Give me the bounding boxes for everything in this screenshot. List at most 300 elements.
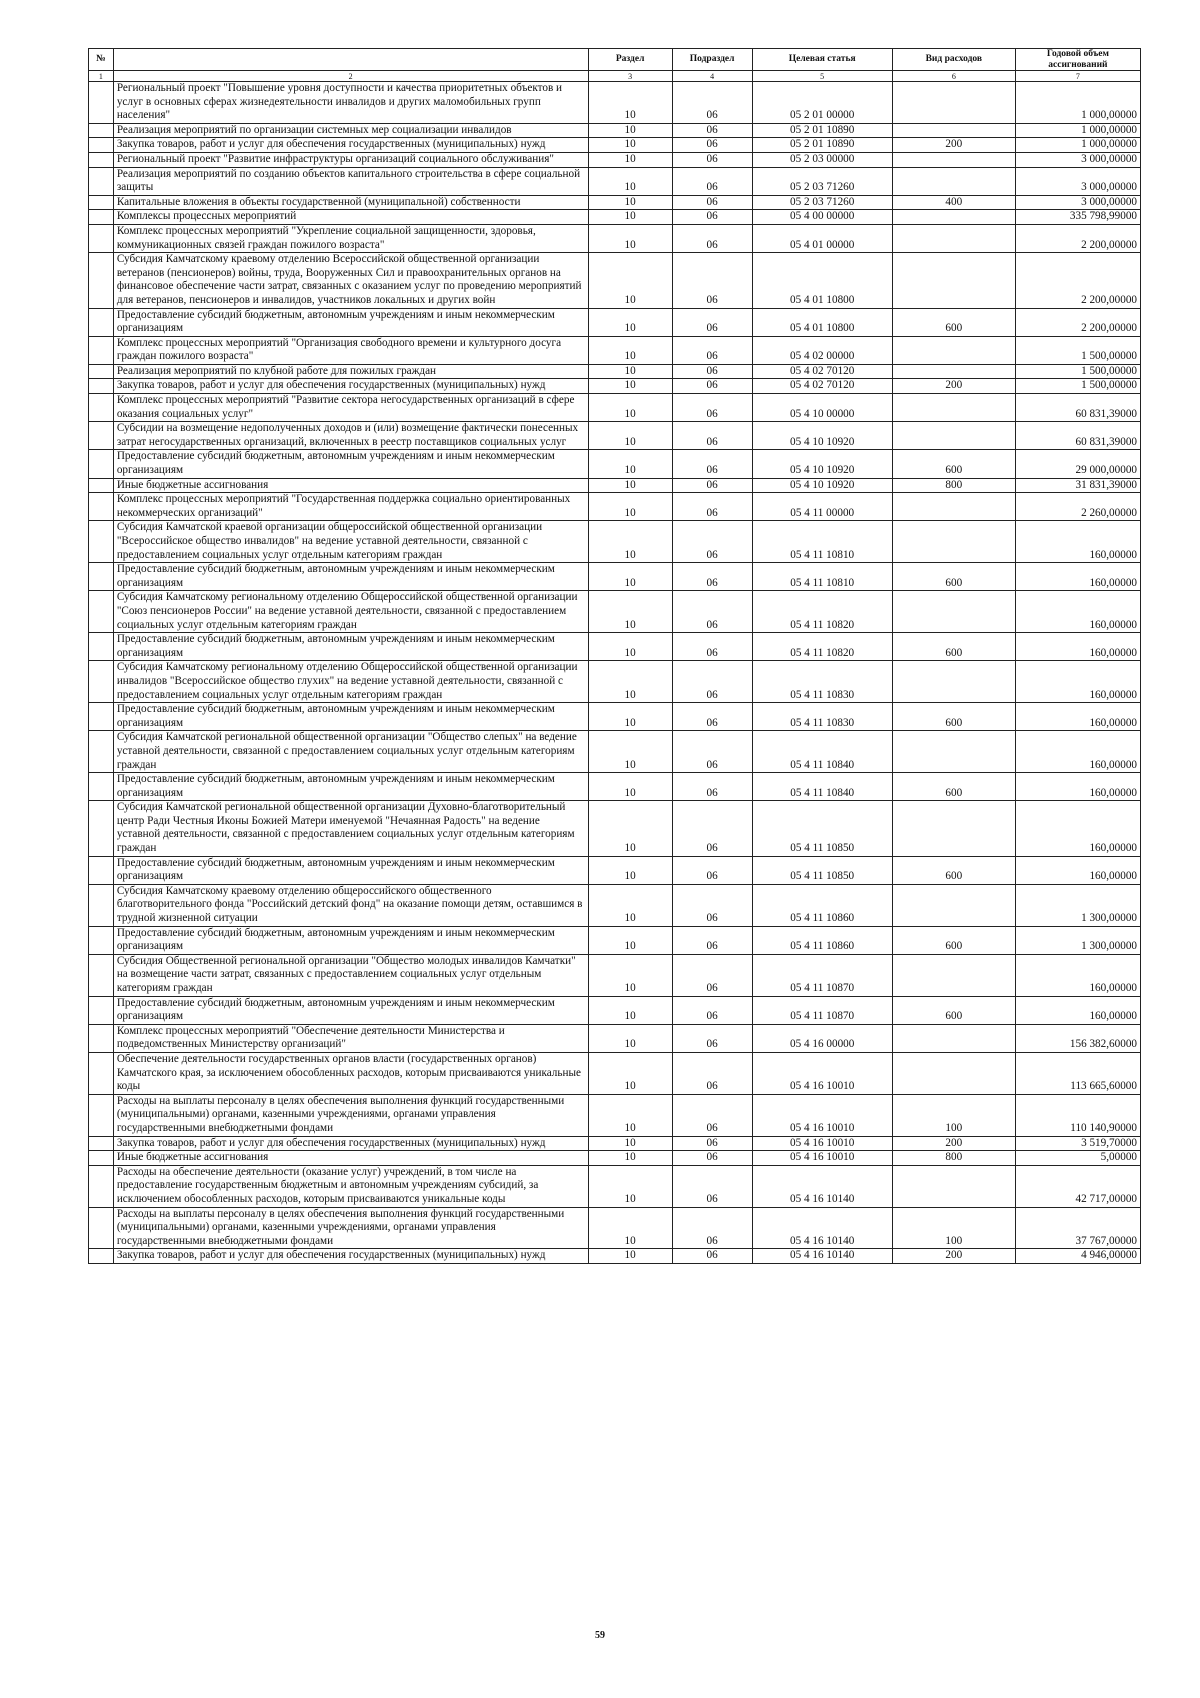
subsection-cell: 06 bbox=[672, 478, 752, 493]
header-no: № bbox=[89, 49, 114, 71]
target-article-cell: 05 4 02 70120 bbox=[752, 364, 892, 379]
item-name-cell: Предоставление субсидий бюджетным, автономным учреждениям и иным некоммерческим организациям bbox=[113, 996, 588, 1024]
table-row bbox=[89, 364, 1141, 379]
subsection-cell: 06 bbox=[672, 422, 752, 450]
table-row bbox=[89, 152, 1141, 167]
item-name-cell: Закупка товаров, работ и услуг для обеспечения государственных (муниципальных) нужд bbox=[113, 379, 588, 394]
row-number-cell bbox=[89, 478, 114, 493]
subsection-cell: 06 bbox=[672, 884, 752, 926]
amount-cell: 160,00000 bbox=[1015, 591, 1140, 633]
table-row bbox=[89, 773, 1141, 801]
item-name-cell: Реализация мероприятий по организации системных мер социализации инвалидов bbox=[113, 123, 588, 138]
target-article-cell: 05 4 11 10840 bbox=[752, 773, 892, 801]
expense-type-cell bbox=[892, 394, 1015, 422]
item-name-cell: Субсидия Камчатскому региональному отделению Общероссийской общественной организации "Союз пенсионеров России" на ведение уставной деятельности, связанной с предоставлением социальных услуг отдельным категориям граждан bbox=[113, 591, 588, 633]
item-name-cell: Расходы на выплаты персоналу в целях обеспечения выполнения функций государственными (муниципальными) органами, казенными учреждениями, органами управления государственными внебюджетными фондами bbox=[113, 1207, 588, 1249]
table-row bbox=[89, 801, 1141, 856]
row-number-cell bbox=[89, 1024, 114, 1052]
expense-type-cell: 200 bbox=[892, 1249, 1015, 1264]
section-cell: 10 bbox=[588, 926, 672, 954]
target-article-cell: 05 4 11 00000 bbox=[752, 493, 892, 521]
item-name-cell: Закупка товаров, работ и услуг для обеспечения государственных (муниципальных) нужд bbox=[113, 1249, 588, 1264]
table-header-row bbox=[89, 49, 1141, 71]
amount-cell: 113 665,60000 bbox=[1015, 1052, 1140, 1094]
expense-type-cell bbox=[892, 224, 1015, 252]
row-number-cell bbox=[89, 954, 114, 996]
table-row bbox=[89, 591, 1141, 633]
column-number: 7 bbox=[1015, 71, 1140, 82]
subsection-cell: 06 bbox=[672, 1052, 752, 1094]
row-number-cell bbox=[89, 633, 114, 661]
item-name-cell: Реализация мероприятий по созданию объектов капитального строительства в сфере социальной защиты bbox=[113, 167, 588, 195]
subsection-cell: 06 bbox=[672, 1024, 752, 1052]
item-name-cell: Иные бюджетные ассигнования bbox=[113, 478, 588, 493]
target-article-cell: 05 4 16 10010 bbox=[752, 1094, 892, 1136]
table-row bbox=[89, 954, 1141, 996]
column-number-row bbox=[89, 71, 1141, 82]
amount-cell: 156 382,60000 bbox=[1015, 1024, 1140, 1052]
expense-type-cell: 600 bbox=[892, 450, 1015, 478]
table-row bbox=[89, 308, 1141, 336]
item-name-cell: Расходы на обеспечение деятельности (оказание услуг) учреждений, в том числе на предоставление государственным бюджетным и автономным учреждениям субсидий, за исключением обособленных расходов, которым присваиваются уникальные коды bbox=[113, 1165, 588, 1207]
expense-type-cell bbox=[892, 884, 1015, 926]
target-article-cell: 05 4 11 10850 bbox=[752, 856, 892, 884]
expense-type-cell bbox=[892, 422, 1015, 450]
target-article-cell: 05 4 11 10870 bbox=[752, 996, 892, 1024]
expense-type-cell bbox=[892, 253, 1015, 308]
target-article-cell: 05 4 11 10850 bbox=[752, 801, 892, 856]
table-row bbox=[89, 703, 1141, 731]
table-row bbox=[89, 450, 1141, 478]
item-name-cell: Обеспечение деятельности государственных органов власти (государственных органов) Камчатского края, за исключением обособленных расходов, которым присваиваются уникальные коды bbox=[113, 1052, 588, 1094]
subsection-cell: 06 bbox=[672, 308, 752, 336]
subsection-cell: 06 bbox=[672, 138, 752, 153]
target-article-cell: 05 4 16 10010 bbox=[752, 1136, 892, 1151]
row-number-cell bbox=[89, 336, 114, 364]
table-row bbox=[89, 394, 1141, 422]
subsection-cell: 06 bbox=[672, 123, 752, 138]
row-number-cell bbox=[89, 308, 114, 336]
expense-type-cell: 600 bbox=[892, 926, 1015, 954]
table-row bbox=[89, 521, 1141, 563]
row-number-cell bbox=[89, 394, 114, 422]
amount-cell: 37 767,00000 bbox=[1015, 1207, 1140, 1249]
amount-cell: 2 260,00000 bbox=[1015, 493, 1140, 521]
expense-type-cell: 200 bbox=[892, 1136, 1015, 1151]
target-article-cell: 05 4 11 10820 bbox=[752, 633, 892, 661]
item-name-cell: Предоставление субсидий бюджетным, автономным учреждениям и иным некоммерческим организациям bbox=[113, 773, 588, 801]
target-article-cell: 05 4 11 10810 bbox=[752, 521, 892, 563]
amount-cell: 160,00000 bbox=[1015, 731, 1140, 773]
section-cell: 10 bbox=[588, 801, 672, 856]
table-row bbox=[89, 996, 1141, 1024]
item-name-cell: Предоставление субсидий бюджетным, автономным учреждениям и иным некоммерческим организациям bbox=[113, 308, 588, 336]
section-cell: 10 bbox=[588, 563, 672, 591]
expense-type-cell: 600 bbox=[892, 633, 1015, 661]
section-cell: 10 bbox=[588, 773, 672, 801]
section-cell: 10 bbox=[588, 224, 672, 252]
target-article-cell: 05 4 10 00000 bbox=[752, 394, 892, 422]
table-row bbox=[89, 1024, 1141, 1052]
amount-cell: 160,00000 bbox=[1015, 563, 1140, 591]
amount-cell: 160,00000 bbox=[1015, 856, 1140, 884]
row-number-cell bbox=[89, 138, 114, 153]
row-number-cell bbox=[89, 856, 114, 884]
table-row bbox=[89, 422, 1141, 450]
row-number-cell bbox=[89, 123, 114, 138]
subsection-cell: 06 bbox=[672, 493, 752, 521]
expense-type-cell bbox=[892, 1024, 1015, 1052]
amount-cell: 160,00000 bbox=[1015, 996, 1140, 1024]
table-row bbox=[89, 253, 1141, 308]
amount-cell: 60 831,39000 bbox=[1015, 422, 1140, 450]
row-number-cell bbox=[89, 82, 114, 124]
item-name-cell: Комплекс процессных мероприятий "Укрепление социальной защищенности, здоровья, коммуникационных связей граждан пожилого возраста" bbox=[113, 224, 588, 252]
table-row bbox=[89, 1249, 1141, 1264]
subsection-cell: 06 bbox=[672, 954, 752, 996]
target-article-cell: 05 4 11 10820 bbox=[752, 591, 892, 633]
subsection-cell: 06 bbox=[672, 1151, 752, 1166]
target-article-cell: 05 2 03 71260 bbox=[752, 195, 892, 210]
section-cell: 10 bbox=[588, 1249, 672, 1264]
target-article-cell: 05 2 01 00000 bbox=[752, 82, 892, 124]
expense-type-cell bbox=[892, 521, 1015, 563]
row-number-cell bbox=[89, 773, 114, 801]
amount-cell: 1 500,00000 bbox=[1015, 336, 1140, 364]
section-cell: 10 bbox=[588, 954, 672, 996]
subsection-cell: 06 bbox=[672, 450, 752, 478]
target-article-cell: 05 4 11 10810 bbox=[752, 563, 892, 591]
column-number: 4 bbox=[672, 71, 752, 82]
item-name-cell: Комплекс процессных мероприятий "Обеспечение деятельности Министерства и подведомственных Министерству организаций" bbox=[113, 1024, 588, 1052]
expense-type-cell bbox=[892, 1165, 1015, 1207]
subsection-cell: 06 bbox=[672, 224, 752, 252]
expense-type-cell: 600 bbox=[892, 856, 1015, 884]
target-article-cell: 05 4 01 00000 bbox=[752, 224, 892, 252]
section-cell: 10 bbox=[588, 1136, 672, 1151]
header-name bbox=[113, 49, 588, 71]
row-number-cell bbox=[89, 731, 114, 773]
table-row bbox=[89, 1094, 1141, 1136]
amount-cell: 60 831,39000 bbox=[1015, 394, 1140, 422]
subsection-cell: 06 bbox=[672, 167, 752, 195]
amount-cell: 31 831,39000 bbox=[1015, 478, 1140, 493]
amount-cell: 3 000,00000 bbox=[1015, 195, 1140, 210]
section-cell: 10 bbox=[588, 591, 672, 633]
item-name-cell: Комплекс процессных мероприятий "Организация свободного времени и культурного досуга граждан пожилого возраста" bbox=[113, 336, 588, 364]
target-article-cell: 05 4 11 10830 bbox=[752, 661, 892, 703]
amount-cell: 160,00000 bbox=[1015, 801, 1140, 856]
subsection-cell: 06 bbox=[672, 1207, 752, 1249]
subsection-cell: 06 bbox=[672, 773, 752, 801]
table-row bbox=[89, 195, 1141, 210]
amount-cell: 1 000,00000 bbox=[1015, 138, 1140, 153]
amount-cell: 1 300,00000 bbox=[1015, 884, 1140, 926]
item-name-cell: Предоставление субсидий бюджетным, автономным учреждениям и иным некоммерческим организациям bbox=[113, 703, 588, 731]
subsection-cell: 06 bbox=[672, 379, 752, 394]
target-article-cell: 05 4 16 10140 bbox=[752, 1165, 892, 1207]
row-number-cell bbox=[89, 1136, 114, 1151]
subsection-cell: 06 bbox=[672, 364, 752, 379]
target-article-cell: 05 4 11 10870 bbox=[752, 954, 892, 996]
item-name-cell: Предоставление субсидий бюджетным, автономным учреждениям и иным некоммерческим организациям bbox=[113, 856, 588, 884]
item-name-cell: Предоставление субсидий бюджетным, автономным учреждениям и иным некоммерческим организациям bbox=[113, 563, 588, 591]
expense-type-cell bbox=[892, 731, 1015, 773]
target-article-cell: 05 4 16 10010 bbox=[752, 1052, 892, 1094]
column-number: 2 bbox=[113, 71, 588, 82]
expense-type-cell: 600 bbox=[892, 308, 1015, 336]
expense-type-cell: 100 bbox=[892, 1207, 1015, 1249]
column-number: 1 bbox=[89, 71, 114, 82]
section-cell: 10 bbox=[588, 1151, 672, 1166]
subsection-cell: 06 bbox=[672, 521, 752, 563]
item-name-cell: Субсидия Камчатской краевой организации общероссийской общественной организации "Всероссийское общество инвалидов" на ведение уставной деятельности, связанной с предоставлением социальных услуг отдельным категориям граждан bbox=[113, 521, 588, 563]
expense-type-cell bbox=[892, 167, 1015, 195]
expense-type-cell: 800 bbox=[892, 1151, 1015, 1166]
subsection-cell: 06 bbox=[672, 152, 752, 167]
target-article-cell: 05 4 16 10140 bbox=[752, 1207, 892, 1249]
expense-type-cell bbox=[892, 152, 1015, 167]
row-number-cell bbox=[89, 521, 114, 563]
section-cell: 10 bbox=[588, 1165, 672, 1207]
item-name-cell: Закупка товаров, работ и услуг для обеспечения государственных (муниципальных) нужд bbox=[113, 138, 588, 153]
section-cell: 10 bbox=[588, 82, 672, 124]
section-cell: 10 bbox=[588, 394, 672, 422]
column-number: 3 bbox=[588, 71, 672, 82]
target-article-cell: 05 4 16 10010 bbox=[752, 1151, 892, 1166]
target-article-cell: 05 4 00 00000 bbox=[752, 210, 892, 225]
amount-cell: 5,00000 bbox=[1015, 1151, 1140, 1166]
header-section: Раздел bbox=[588, 49, 672, 71]
expense-type-cell bbox=[892, 954, 1015, 996]
target-article-cell: 05 4 10 10920 bbox=[752, 422, 892, 450]
row-number-cell bbox=[89, 253, 114, 308]
amount-cell: 1 500,00000 bbox=[1015, 364, 1140, 379]
section-cell: 10 bbox=[588, 308, 672, 336]
row-number-cell bbox=[89, 1165, 114, 1207]
header-amount: Годовой объем ассигнований bbox=[1015, 49, 1140, 71]
item-name-cell: Предоставление субсидий бюджетным, автономным учреждениям и иным некоммерческим организациям bbox=[113, 926, 588, 954]
table-row bbox=[89, 1165, 1141, 1207]
expense-type-cell bbox=[892, 801, 1015, 856]
section-cell: 10 bbox=[588, 123, 672, 138]
row-number-cell bbox=[89, 152, 114, 167]
amount-cell: 3 000,00000 bbox=[1015, 152, 1140, 167]
section-cell: 10 bbox=[588, 996, 672, 1024]
row-number-cell bbox=[89, 1094, 114, 1136]
table-row bbox=[89, 1052, 1141, 1094]
table-row bbox=[89, 493, 1141, 521]
section-cell: 10 bbox=[588, 703, 672, 731]
row-number-cell bbox=[89, 1207, 114, 1249]
row-number-cell bbox=[89, 422, 114, 450]
target-article-cell: 05 4 10 10920 bbox=[752, 478, 892, 493]
expense-type-cell bbox=[892, 123, 1015, 138]
expense-type-cell: 600 bbox=[892, 773, 1015, 801]
page-number: 59 bbox=[595, 1630, 605, 1641]
amount-cell: 1 000,00000 bbox=[1015, 123, 1140, 138]
item-name-cell: Субсидия Камчатскому региональному отделению Общероссийской общественной организации инвалидов "Всероссийское общество глухих" на ведение уставной деятельности, связанной с предоставлением социальных услуг отдельным категориям граждан bbox=[113, 661, 588, 703]
section-cell: 10 bbox=[588, 1094, 672, 1136]
target-article-cell: 05 4 11 10840 bbox=[752, 731, 892, 773]
section-cell: 10 bbox=[588, 521, 672, 563]
item-name-cell: Расходы на выплаты персоналу в целях обеспечения выполнения функций государственными (муниципальными) органами, казенными учреждениями, органами управления государственными внебюджетными фондами bbox=[113, 1094, 588, 1136]
expense-type-cell bbox=[892, 661, 1015, 703]
subsection-cell: 06 bbox=[672, 801, 752, 856]
item-name-cell: Субсидия Камчатской региональной общественной организации "Общество слепых" на ведение уставной деятельности, связанной с предоставлением социальных услуг отдельным категориям граждан bbox=[113, 731, 588, 773]
item-name-cell: Субсидия Камчатской региональной общественной организации Духовно-благотворительный центр Ради Честныя Иконы Божией Матери именуемой "Нечаянная Радость" на ведение уставной деятельности, связанной с предоставлением социальных услуг отдельным категориям граждан bbox=[113, 801, 588, 856]
amount-cell: 29 000,00000 bbox=[1015, 450, 1140, 478]
item-name-cell: Субсидия Камчатскому краевому отделению Всероссийской общественной организации ветеранов (пенсионеров) войны, труда, Вооруженных Сил и правоохранительных органов на финансовое обеспечение части затрат, связанных с оказанием услуг по проведению мероприятий для ветеранов, пенсионеров и инвалидов, участников локальных и других войн bbox=[113, 253, 588, 308]
table-body bbox=[89, 82, 1141, 1264]
expense-type-cell: 100 bbox=[892, 1094, 1015, 1136]
row-number-cell bbox=[89, 926, 114, 954]
budget-table bbox=[88, 48, 1141, 1264]
header-expense-type: Вид расходов bbox=[892, 49, 1015, 71]
item-name-cell: Субсидия Общественной региональной организации "Общество молодых инвалидов Камчатки" на возмещение части затрат, связанных с предоставлением социальных услуг отдельным категориям граждан bbox=[113, 954, 588, 996]
expense-type-cell: 600 bbox=[892, 703, 1015, 731]
section-cell: 10 bbox=[588, 1024, 672, 1052]
section-cell: 10 bbox=[588, 731, 672, 773]
section-cell: 10 bbox=[588, 450, 672, 478]
section-cell: 10 bbox=[588, 195, 672, 210]
item-name-cell: Региональный проект "Развитие инфраструктуры организаций социального обслуживания" bbox=[113, 152, 588, 167]
amount-cell: 160,00000 bbox=[1015, 773, 1140, 801]
target-article-cell: 05 4 16 00000 bbox=[752, 1024, 892, 1052]
expense-type-cell bbox=[892, 210, 1015, 225]
subsection-cell: 06 bbox=[672, 195, 752, 210]
section-cell: 10 bbox=[588, 253, 672, 308]
target-article-cell: 05 4 02 70120 bbox=[752, 379, 892, 394]
table-row bbox=[89, 379, 1141, 394]
table-row bbox=[89, 926, 1141, 954]
subsection-cell: 06 bbox=[672, 1249, 752, 1264]
item-name-cell: Комплекс процессных мероприятий "Государственная поддержка социально ориентированных некоммерческих организаций" bbox=[113, 493, 588, 521]
row-number-cell bbox=[89, 801, 114, 856]
item-name-cell: Капитальные вложения в объекты государственной (муниципальной) собственности bbox=[113, 195, 588, 210]
amount-cell: 160,00000 bbox=[1015, 521, 1140, 563]
expense-type-cell: 400 bbox=[892, 195, 1015, 210]
subsection-cell: 06 bbox=[672, 703, 752, 731]
expense-type-cell: 200 bbox=[892, 379, 1015, 394]
subsection-cell: 06 bbox=[672, 210, 752, 225]
amount-cell: 2 200,00000 bbox=[1015, 253, 1140, 308]
item-name-cell: Иные бюджетные ассигнования bbox=[113, 1151, 588, 1166]
target-article-cell: 05 4 11 10830 bbox=[752, 703, 892, 731]
table-row bbox=[89, 563, 1141, 591]
row-number-cell bbox=[89, 661, 114, 703]
table-row bbox=[89, 661, 1141, 703]
amount-cell: 2 200,00000 bbox=[1015, 224, 1140, 252]
section-cell: 10 bbox=[588, 152, 672, 167]
section-cell: 10 bbox=[588, 1207, 672, 1249]
subsection-cell: 06 bbox=[672, 591, 752, 633]
item-name-cell: Комплекс процессных мероприятий "Развитие сектора негосударственных организаций в сфере оказания социальных услуг" bbox=[113, 394, 588, 422]
subsection-cell: 06 bbox=[672, 394, 752, 422]
subsection-cell: 06 bbox=[672, 336, 752, 364]
row-number-cell bbox=[89, 364, 114, 379]
section-cell: 10 bbox=[588, 856, 672, 884]
table-row bbox=[89, 210, 1141, 225]
row-number-cell bbox=[89, 379, 114, 394]
table-row bbox=[89, 478, 1141, 493]
expense-type-cell bbox=[892, 591, 1015, 633]
row-number-cell bbox=[89, 1151, 114, 1166]
item-name-cell: Субсидии на возмещение недополученных доходов и (или) возмещение фактически понесенных затрат негосударственных организаций, включенных в реестр поставщиков социальных услуг bbox=[113, 422, 588, 450]
subsection-cell: 06 bbox=[672, 661, 752, 703]
subsection-cell: 06 bbox=[672, 996, 752, 1024]
section-cell: 10 bbox=[588, 478, 672, 493]
amount-cell: 110 140,90000 bbox=[1015, 1094, 1140, 1136]
table-row bbox=[89, 1136, 1141, 1151]
target-article-cell: 05 4 02 00000 bbox=[752, 336, 892, 364]
table-row bbox=[89, 224, 1141, 252]
row-number-cell bbox=[89, 450, 114, 478]
amount-cell: 2 200,00000 bbox=[1015, 308, 1140, 336]
target-article-cell: 05 4 01 10800 bbox=[752, 308, 892, 336]
item-name-cell: Региональный проект "Повышение уровня доступности и качества приоритетных объектов и услуг в основных сферах жизнедеятельности инвалидов и других маломобильных групп населения" bbox=[113, 82, 588, 124]
amount-cell: 1 300,00000 bbox=[1015, 926, 1140, 954]
expense-type-cell bbox=[892, 1052, 1015, 1094]
subsection-cell: 06 bbox=[672, 1165, 752, 1207]
section-cell: 10 bbox=[588, 379, 672, 394]
column-number: 6 bbox=[892, 71, 1015, 82]
amount-cell: 335 798,99000 bbox=[1015, 210, 1140, 225]
subsection-cell: 06 bbox=[672, 731, 752, 773]
row-number-cell bbox=[89, 1249, 114, 1264]
row-number-cell bbox=[89, 591, 114, 633]
expense-type-cell bbox=[892, 336, 1015, 364]
item-name-cell: Предоставление субсидий бюджетным, автономным учреждениям и иным некоммерческим организациям bbox=[113, 633, 588, 661]
expense-type-cell bbox=[892, 82, 1015, 124]
item-name-cell: Предоставление субсидий бюджетным, автономным учреждениям и иным некоммерческим организациям bbox=[113, 450, 588, 478]
section-cell: 10 bbox=[588, 210, 672, 225]
row-number-cell bbox=[89, 1052, 114, 1094]
item-name-cell: Реализация мероприятий по клубной работе для пожилых граждан bbox=[113, 364, 588, 379]
row-number-cell bbox=[89, 493, 114, 521]
row-number-cell bbox=[89, 884, 114, 926]
amount-cell: 1 500,00000 bbox=[1015, 379, 1140, 394]
item-name-cell: Закупка товаров, работ и услуг для обеспечения государственных (муниципальных) нужд bbox=[113, 1136, 588, 1151]
table-row bbox=[89, 884, 1141, 926]
expense-type-cell: 200 bbox=[892, 138, 1015, 153]
table-row bbox=[89, 1207, 1141, 1249]
section-cell: 10 bbox=[588, 138, 672, 153]
target-article-cell: 05 4 10 10920 bbox=[752, 450, 892, 478]
section-cell: 10 bbox=[588, 1052, 672, 1094]
table-row bbox=[89, 123, 1141, 138]
subsection-cell: 06 bbox=[672, 926, 752, 954]
section-cell: 10 bbox=[588, 336, 672, 364]
table-row bbox=[89, 336, 1141, 364]
row-number-cell bbox=[89, 224, 114, 252]
table-row bbox=[89, 167, 1141, 195]
target-article-cell: 05 2 03 71260 bbox=[752, 167, 892, 195]
section-cell: 10 bbox=[588, 661, 672, 703]
target-article-cell: 05 4 11 10860 bbox=[752, 926, 892, 954]
expense-type-cell: 600 bbox=[892, 996, 1015, 1024]
section-cell: 10 bbox=[588, 422, 672, 450]
item-name-cell: Комплексы процессных мероприятий bbox=[113, 210, 588, 225]
row-number-cell bbox=[89, 167, 114, 195]
amount-cell: 160,00000 bbox=[1015, 633, 1140, 661]
table-row bbox=[89, 633, 1141, 661]
table-row bbox=[89, 731, 1141, 773]
section-cell: 10 bbox=[588, 493, 672, 521]
expense-type-cell: 600 bbox=[892, 563, 1015, 591]
row-number-cell bbox=[89, 563, 114, 591]
subsection-cell: 06 bbox=[672, 563, 752, 591]
